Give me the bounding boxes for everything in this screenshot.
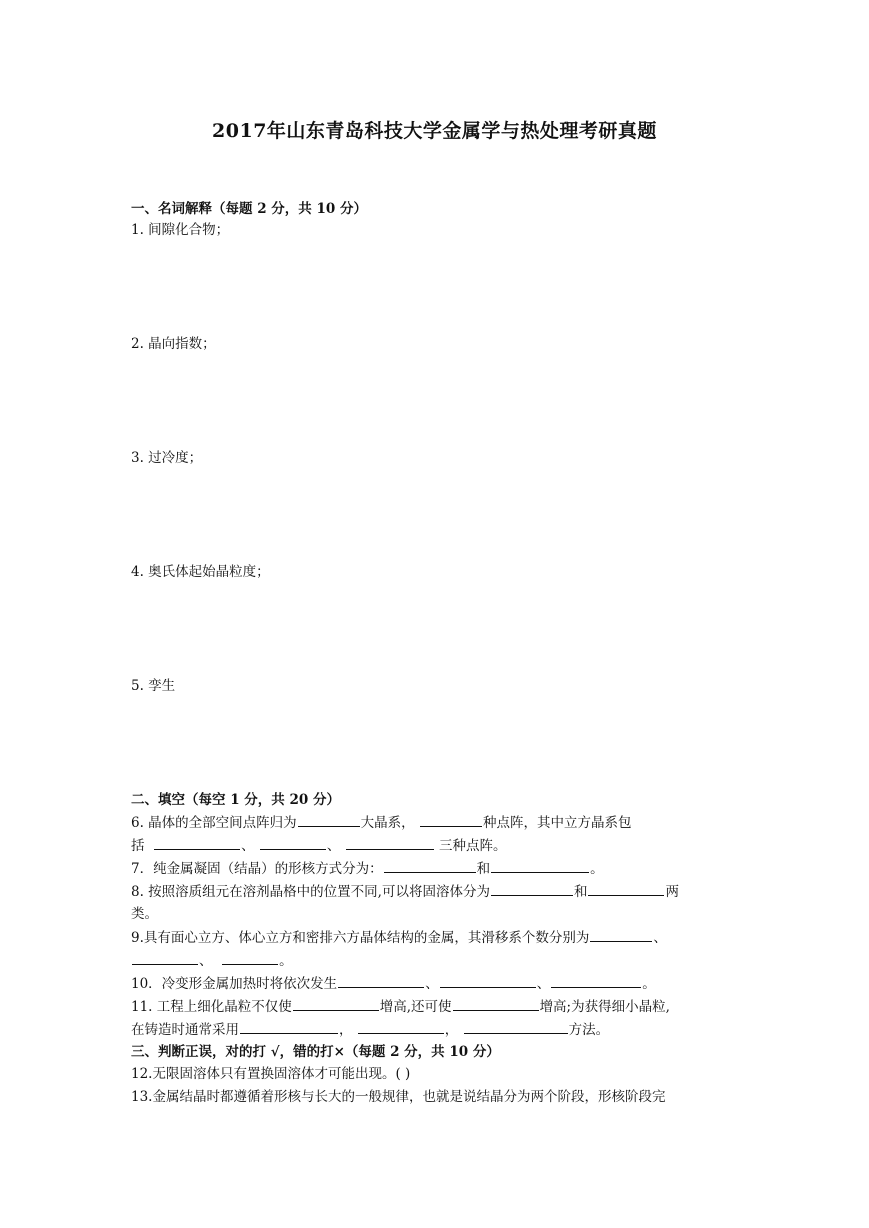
answer-blank[interactable] — [588, 881, 664, 896]
question-3: 3. 过冷度； — [131, 450, 203, 466]
answer-blank[interactable] — [590, 927, 652, 942]
answer-blank[interactable] — [132, 950, 198, 965]
section3-heading: 三、判断正误，对的打 √，错的打×（每题 2 分，共 10 分） — [131, 1044, 500, 1060]
answer-blank[interactable] — [491, 858, 589, 873]
q6-text-e: 、 — [241, 838, 255, 854]
question-1: 1. 间隙化合物； — [131, 222, 230, 238]
section1-heading: 一、名词解释（每题 2 分，共 10 分） — [131, 201, 367, 217]
q11-text-c: 增高;为获得细小晶粒, — [539, 999, 670, 1015]
question-8-line1 — [131, 881, 741, 902]
question-6-line1 — [131, 812, 741, 833]
q11-text-e: ， — [339, 1022, 353, 1038]
q6-text-d: 括 — [131, 838, 145, 854]
q11-text-d: 在铸造时通常采用 — [131, 1022, 239, 1038]
question-4: 4. 奥氏体起始晶粒度； — [131, 564, 270, 580]
q7-text-b: 和 — [476, 861, 491, 877]
q10-text-a: 10．冷变形金属加热时将依次发生 — [131, 976, 338, 992]
answer-blank[interactable] — [440, 973, 536, 988]
q11-text-a: 11. 工程上细化晶粒不仅使 — [131, 999, 292, 1015]
question-13: 13.金属结晶时都遵循着形核与长大的一般规律，也就是说结晶分为两个阶段，形核阶段完 — [131, 1089, 666, 1105]
q10-text-b: 、 — [425, 976, 439, 992]
answer-blank[interactable] — [491, 881, 573, 896]
q7-text-a: 7．纯金属凝固（结晶）的形核方式分为： — [131, 861, 383, 877]
question-7 — [131, 858, 741, 879]
answer-blank[interactable] — [298, 812, 360, 827]
q11-text-b: 增高,还可使 — [379, 999, 452, 1015]
answer-blank[interactable] — [358, 1019, 444, 1034]
q7-text-c: 。 — [590, 861, 604, 877]
q6-text-f: 、 — [326, 838, 341, 854]
q10-text-d: 。 — [642, 976, 656, 992]
question-11-line1 — [131, 996, 741, 1017]
q10-text-c: 、 — [536, 976, 551, 992]
q6-text-c: 种点阵，其中立方晶系包 — [482, 815, 632, 831]
answer-blank[interactable] — [551, 973, 641, 988]
question-9-line2 — [131, 950, 741, 971]
answer-blank[interactable] — [260, 835, 326, 850]
answer-blank[interactable] — [222, 950, 278, 965]
answer-blank[interactable] — [293, 996, 379, 1011]
answer-blank[interactable] — [338, 973, 424, 988]
page-title: 2017年山东青岛科技大学金属学与热处理考研真题 — [212, 120, 657, 142]
answer-blank[interactable] — [384, 858, 476, 873]
question-12: 12.无限固溶体只有置换固溶体才可能出现。( ) — [131, 1066, 411, 1082]
answer-blank[interactable] — [464, 1019, 568, 1034]
section2-heading: 二、填空（每空 1 分，共 20 分） — [131, 792, 340, 808]
q6-text-b: 大晶系， — [360, 815, 415, 831]
q11-text-f: ， — [444, 1022, 459, 1038]
answer-blank[interactable] — [453, 996, 539, 1011]
q8-text-c: 两 — [665, 884, 679, 900]
answer-blank[interactable] — [346, 835, 434, 850]
q9-text-c: 、 — [199, 953, 213, 969]
question-9-line1 — [131, 927, 741, 948]
answer-blank[interactable] — [420, 812, 482, 827]
q9-text-b: 、 — [653, 930, 667, 946]
question-2: 2. 晶向指数； — [131, 336, 216, 352]
q11-text-g: 方法。 — [568, 1022, 610, 1038]
q8-text-a: 8. 按照溶质组元在溶剂晶格中的位置不同,可以将固溶体分为 — [131, 884, 490, 900]
question-5: 5. 孪生 — [131, 678, 176, 694]
question-10 — [131, 973, 741, 994]
q6-text-g: 三种点阵。 — [434, 838, 507, 854]
answer-blank[interactable] — [154, 835, 240, 850]
q6-text-a: 6. 晶体的全部空间点阵归为 — [131, 815, 297, 831]
q9-text-a: 9.具有面心立方、体心立方和密排六方晶体结构的金属，其滑移系个数分别为 — [131, 930, 590, 946]
q8-text-b: 和 — [573, 884, 588, 900]
q9-text-d: 。 — [279, 953, 293, 969]
question-11-line2 — [131, 1019, 741, 1040]
question-6-line2 — [131, 835, 741, 856]
question-8-line2: 类。 — [131, 906, 158, 922]
answer-blank[interactable] — [240, 1019, 338, 1034]
